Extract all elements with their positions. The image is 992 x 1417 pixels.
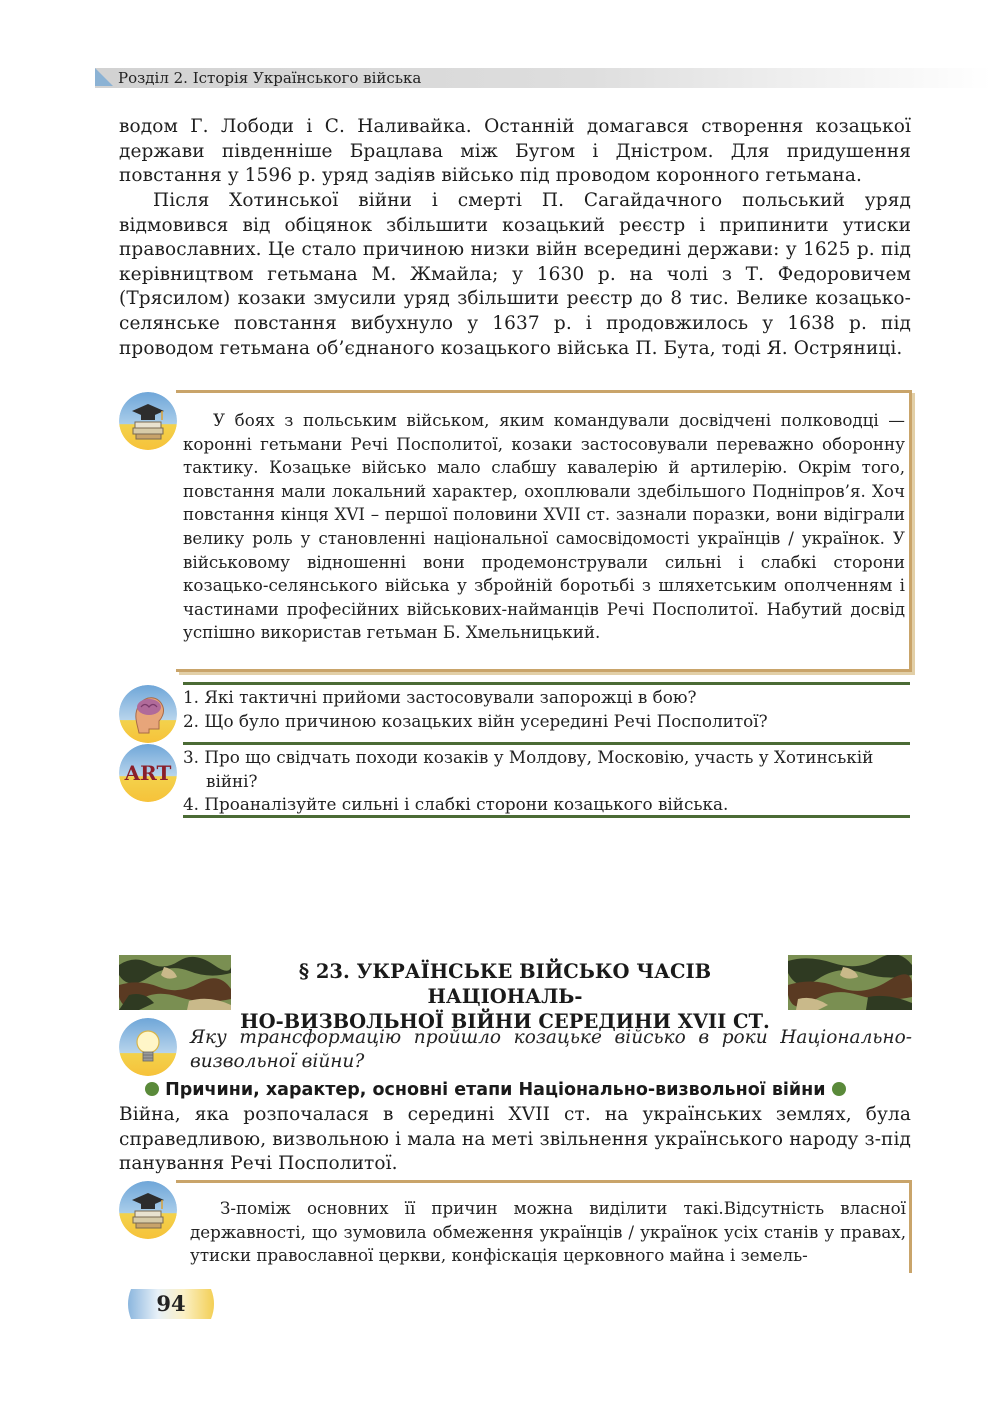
- info-note-text: У боях з польським військом, яким командували досвідчені полководці — коронні гетьмани Речі Посполитої, козаки застосовували переважно оборонну тактику. Козацьке військо мало слабшу кавалерію й артилерію. Окрім того, повстання мали локальний характер, охоплювали здебільшого Подніпров’я. Хоч повстання кінця XVI – першої половини XVII ст. зазнали поразки, вони відіграли велику роль у становленні національної самосвідомості українців / українок. У військовому відношенні вони продемонстрували сильні і слабкі сторони козацько-селянського війська у збройній боротьбі з шляхетським ополченням і частинами професійних військових-найманців Речі Посполитої. Набутий досвід успішно використав гетьман Б. Хмельницький.: [183, 410, 905, 643]
- questions-divider-top: [183, 682, 910, 685]
- subheading-text: Причини, характер, основні етапи Національно-визвольної війни: [165, 1080, 826, 1100]
- paragraph-intro-1: водом Г. Лободи і С. Наливайка. Останній домагався створення козацької держави південніше Брацлава між Бугом і Дністром. Для придушення повстання у 1596 р. уряд задіяв військо під проводом коронного гетьмана.: [119, 116, 911, 187]
- section-paragraph: Війна, яка розпочалася в середині XVII ст. на українських землях, була справедливою, визвольною і мала на меті звільнення українського народу з-під панування Речі Посполитої.: [119, 1104, 911, 1175]
- section-title: [225, 959, 785, 1034]
- questions-list-a: [183, 686, 910, 733]
- art-icon-label: ART: [124, 761, 172, 785]
- art-icon: [119, 744, 177, 802]
- graduation-books-icon: [119, 392, 177, 450]
- section-title-line-2: НО-ВИЗВОЛЬНОЇ ВІЙНИ СЕРЕДИНИ XVII СТ.: [240, 1010, 770, 1033]
- paragraph-intro-2: Після Хотинської війни і смерті П. Сагайдачного польський уряд відмовився від обіцянок збільшити козацький реєстр і припинити утиски православних. Це стало причиною низки війн всередині держави: у 1625 р. під керівництвом гетьмана М. Жмайла; у 1630 р. на чолі з Т. Федоровичем (Трясилом) козаки змусили уряд збільшити реєстр до 8 тис. Велике козацько-селянське повстання вибухнуло у 1637 р. і продовжилось у 1638 р. під проводом гетьмана об’єднаного козацького війська П. Бута, тоді Я. Остряниці.: [119, 190, 911, 359]
- bullet-dot-left: [145, 1082, 159, 1096]
- question-3: 3. Про що свідчать походи козаків у Молдову, Московію, участь у Хотинській війні?: [183, 747, 874, 791]
- question-4: 4. Проаналізуйте сильні і слабкі сторони козацького війська.: [183, 794, 729, 814]
- question-2: 2. Що було причиною козацьких війн усередині Речі Посполитої?: [183, 710, 768, 731]
- camouflage-pattern-right: [788, 955, 912, 1010]
- questions-divider-bottom: [183, 815, 910, 818]
- chapter-title: Розділ 2. Історія Українського війська: [118, 69, 422, 87]
- bullet-dot-right: [832, 1082, 846, 1096]
- camouflage-pattern-left: [119, 955, 231, 1010]
- info-note-text-2: З-поміж основних її причин можна виділити такі.Відсутність власної державності, що зумовила обмеження українців / українок усіх станів у правах, утиски православної церкви, конфіскація церковного майна і земель-: [190, 1198, 906, 1266]
- brain-head-icon: [119, 685, 177, 743]
- questions-list-b: [183, 746, 910, 817]
- section-intro-question: Яку трансформацію пройшло козацьке військо в роки Національно-визвольної війни?: [190, 1027, 912, 1072]
- header-corner-marker: [95, 68, 113, 86]
- section-title-line-1: § 23. УКРАЇНСЬКЕ ВІЙСЬКО ЧАСІВ НАЦІОНАЛЬ-: [298, 960, 712, 1008]
- subheading: [145, 1079, 846, 1101]
- questions-divider-middle: [183, 742, 910, 745]
- page-number: 94: [156, 1291, 186, 1316]
- lightbulb-icon: [119, 1018, 177, 1076]
- question-1: 1. Які тактичні прийоми застосовували запорожці в бою?: [183, 687, 697, 707]
- graduation-books-icon: [119, 1181, 177, 1239]
